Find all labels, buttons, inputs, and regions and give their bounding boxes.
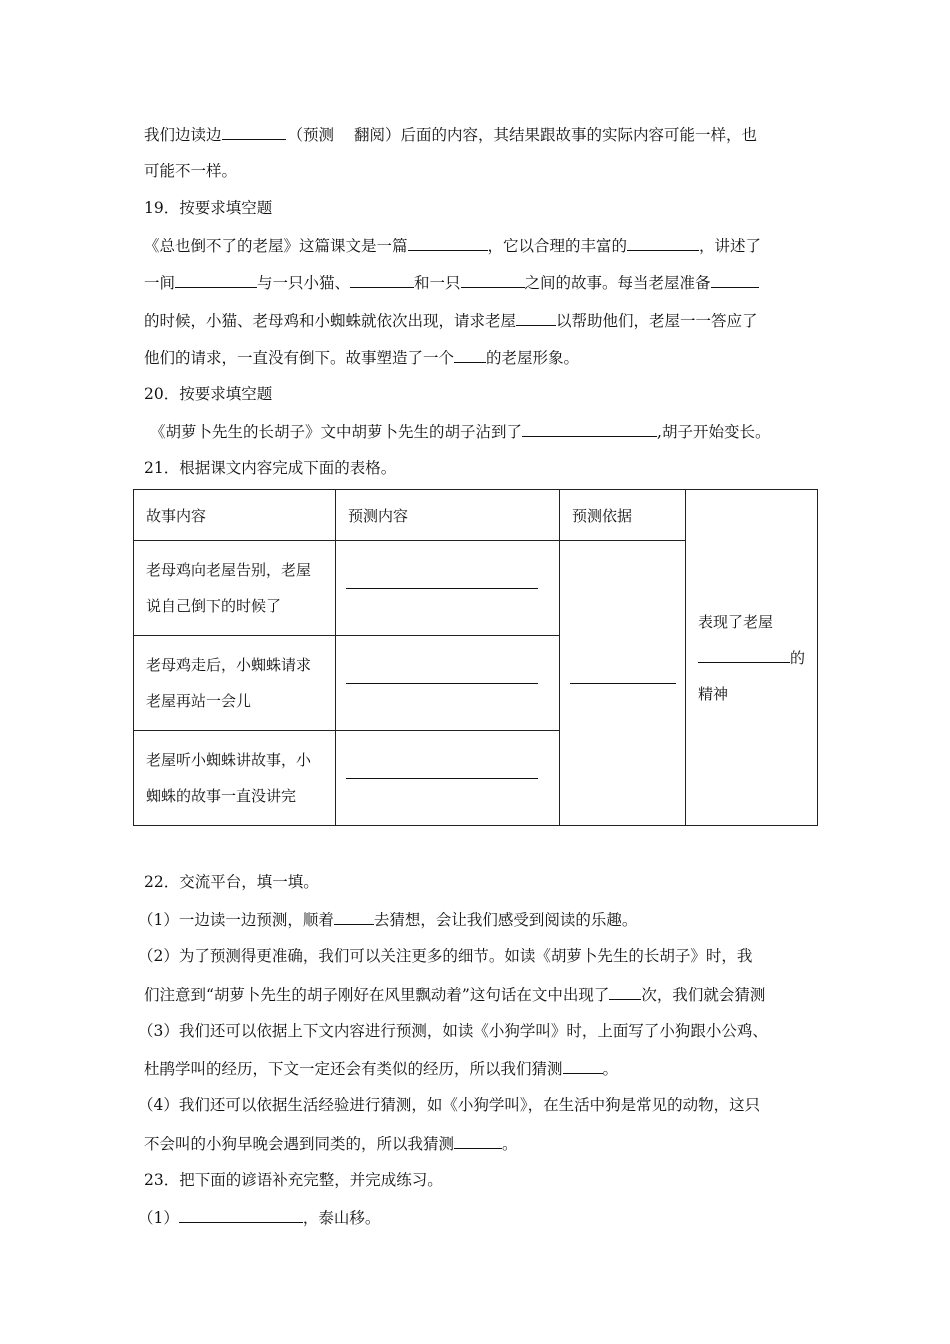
story-2-line-b: 老屋再站一会儿 <box>146 692 252 710</box>
q23-p1-b: ，泰山移。 <box>302 1209 381 1227</box>
q18-text-c: 翻阅）后面的内容，其结果跟故事的实际内容可能一样，也 <box>354 126 758 144</box>
prediction-cell-3[interactable] <box>336 731 560 826</box>
q22-p3-c: 。 <box>602 1060 619 1078</box>
q22-p4-c: 。 <box>502 1135 518 1153</box>
q19-text-2c: 和一只 <box>414 274 461 292</box>
q20-title <box>144 384 272 404</box>
q22-p2-b: 们注意到“胡萝卜先生的胡子刚好在风里飘动着”这句话在文中出现了 <box>144 986 610 1004</box>
q22-p1-b: 去猜想，会让我们感受到阅读的乐趣。 <box>373 911 638 929</box>
q22-p2-line-2 <box>144 984 765 1005</box>
q18-line-1 <box>144 124 757 145</box>
q18-text-d: 可能不一样。 <box>144 162 238 180</box>
q23-p1 <box>138 1207 380 1228</box>
story-3-line-a: 老屋听小蜘蛛讲故事，小 <box>146 751 312 769</box>
summary-text-c: 精神 <box>698 684 729 703</box>
q23-title <box>144 1170 443 1190</box>
q18-blank[interactable] <box>222 124 286 140</box>
summary-line-b <box>698 640 805 676</box>
q19-text-3a: 的时候，小猫、老母鸡和小蜘蛛就依次出现，请求老屋 <box>144 312 517 330</box>
q19-text-1b: ，它以合理的丰富的 <box>487 237 628 255</box>
q20-text-a: 《胡萝卜先生的长胡子》文中胡萝卜先生的胡子沾到了 <box>150 423 523 441</box>
q23-title-text: 23．把下面的谚语补充完整，并完成练习。 <box>144 1171 443 1189</box>
q19-text-1a: 《总也倒不了的老屋》这篇课文是一篇 <box>144 237 408 255</box>
q22-p4-b: 不会叫的小狗早晚会遇到同类的，所以我猜测 <box>144 1135 455 1153</box>
q19-blank-8[interactable] <box>454 347 486 363</box>
q22-p3-line-2 <box>144 1058 618 1079</box>
q19-title-text: 19．按要求填空题 <box>144 199 273 217</box>
story-3-line-b: 蜘蛛的故事一直没讲完 <box>146 787 297 805</box>
q22-title-text: 22．交流平台，填一填。 <box>144 873 319 891</box>
prediction-blank-1[interactable] <box>346 587 538 589</box>
prediction-blank-3[interactable] <box>346 777 538 779</box>
q20-text-b: ,胡子开始变长。 <box>657 423 771 441</box>
q19-text-4a: 他们的请求，一直没有倒下。故事塑造了一个 <box>144 349 455 367</box>
story-cell-3 <box>134 731 336 826</box>
q19-text-2d: 之间的故事。每当老屋准备 <box>524 274 711 292</box>
q22-p2-a: （2）为了预测得更准确，我们可以关注更多的细节。如读《胡萝卜先生的长胡子》时，我 <box>138 947 753 965</box>
q22-p3 <box>138 1021 768 1041</box>
q22-blank-1[interactable] <box>334 909 374 925</box>
q19-line-1 <box>144 235 761 256</box>
basis-cell[interactable] <box>560 541 686 826</box>
q19-text-2a: 一间 <box>144 274 176 292</box>
q22-p4-line-2 <box>144 1133 518 1154</box>
q19-blank-6[interactable] <box>711 272 759 288</box>
q22-p2 <box>138 946 752 966</box>
q19-blank-7[interactable] <box>516 310 556 326</box>
story-1-line-a: 老母鸡向老屋告别，老屋 <box>146 561 312 579</box>
q22-p1 <box>138 909 637 930</box>
q19-blank-1[interactable] <box>408 235 488 251</box>
q18-text-b: （预测 <box>287 126 335 144</box>
header-story-content: 故事内容 <box>134 490 336 541</box>
q18-line-2 <box>144 161 237 181</box>
q20-title-text: 20．按要求填空题 <box>144 385 273 403</box>
header-prediction: 预测内容 <box>336 490 560 541</box>
q22-p4-a: （4）我们还可以依据生活经验进行猜测，如《小狗学叫》，在生活中狗是常见的动物，这只 <box>138 1096 761 1114</box>
q20-blank[interactable] <box>522 421 657 437</box>
q21-title <box>144 458 396 478</box>
q19-line-3 <box>144 310 758 331</box>
q22-blank-4[interactable] <box>454 1133 502 1149</box>
q23-blank-1[interactable] <box>179 1207 303 1223</box>
q19-text-2b: 与一只小猫、 <box>257 274 351 292</box>
q23-p1-a: （1） <box>138 1209 179 1227</box>
q22-p3-b: 杜鹃学叫的经历，下文一定还会有类似的经历，所以我们猜测 <box>144 1060 563 1078</box>
q19-blank-5[interactable] <box>461 272 525 288</box>
story-1-line-b: 说自己倒下的时候了 <box>146 597 282 615</box>
summary-text-b: 的 <box>790 648 806 667</box>
q19-line-2 <box>144 272 759 293</box>
q19-text-3b: 以帮助他们，老屋一一答应了 <box>556 312 758 330</box>
q20-line-1 <box>150 421 770 442</box>
q19-blank-3[interactable] <box>175 272 257 288</box>
summary-text-a: 表现了老屋 <box>698 612 774 631</box>
prediction-blank-2[interactable] <box>346 682 538 684</box>
q22-title <box>144 872 319 892</box>
prediction-cell-1[interactable] <box>336 541 560 636</box>
q22-blank-3[interactable] <box>563 1058 603 1074</box>
summary-cell <box>686 490 818 826</box>
q22-p3-a: （3）我们还可以依据上下文内容进行预测，如读《小狗学叫》时，上面写了小狗跟小公鸡、 <box>138 1022 768 1040</box>
prediction-cell-2[interactable] <box>336 636 560 731</box>
q21-table <box>133 489 818 826</box>
q21-title-text: 21．根据课文内容完成下面的表格。 <box>144 459 397 477</box>
header-basis: 预测依据 <box>560 490 686 541</box>
story-2-line-a: 老母鸡走后，小蜘蛛请求 <box>146 656 312 674</box>
story-cell-2 <box>134 636 336 731</box>
q18-text-a: 我们边读边 <box>144 126 222 144</box>
q22-p4 <box>138 1095 760 1115</box>
q19-blank-2[interactable] <box>627 235 699 251</box>
q19-line-4 <box>144 347 579 368</box>
summary-blank[interactable] <box>698 647 790 663</box>
q19-blank-4[interactable] <box>350 272 414 288</box>
q19-text-4b: 的老屋形象。 <box>486 349 580 367</box>
q19-text-1c: ，讲述了 <box>699 237 762 255</box>
basis-blank[interactable] <box>570 682 676 684</box>
q22-p2-c: 次，我们就会猜测 <box>641 986 766 1004</box>
story-cell-1 <box>134 541 336 636</box>
q22-p1-a: （1）一边读一边预测，顺着 <box>138 911 334 929</box>
q19-title <box>144 198 272 218</box>
q22-blank-2[interactable] <box>609 984 641 1000</box>
